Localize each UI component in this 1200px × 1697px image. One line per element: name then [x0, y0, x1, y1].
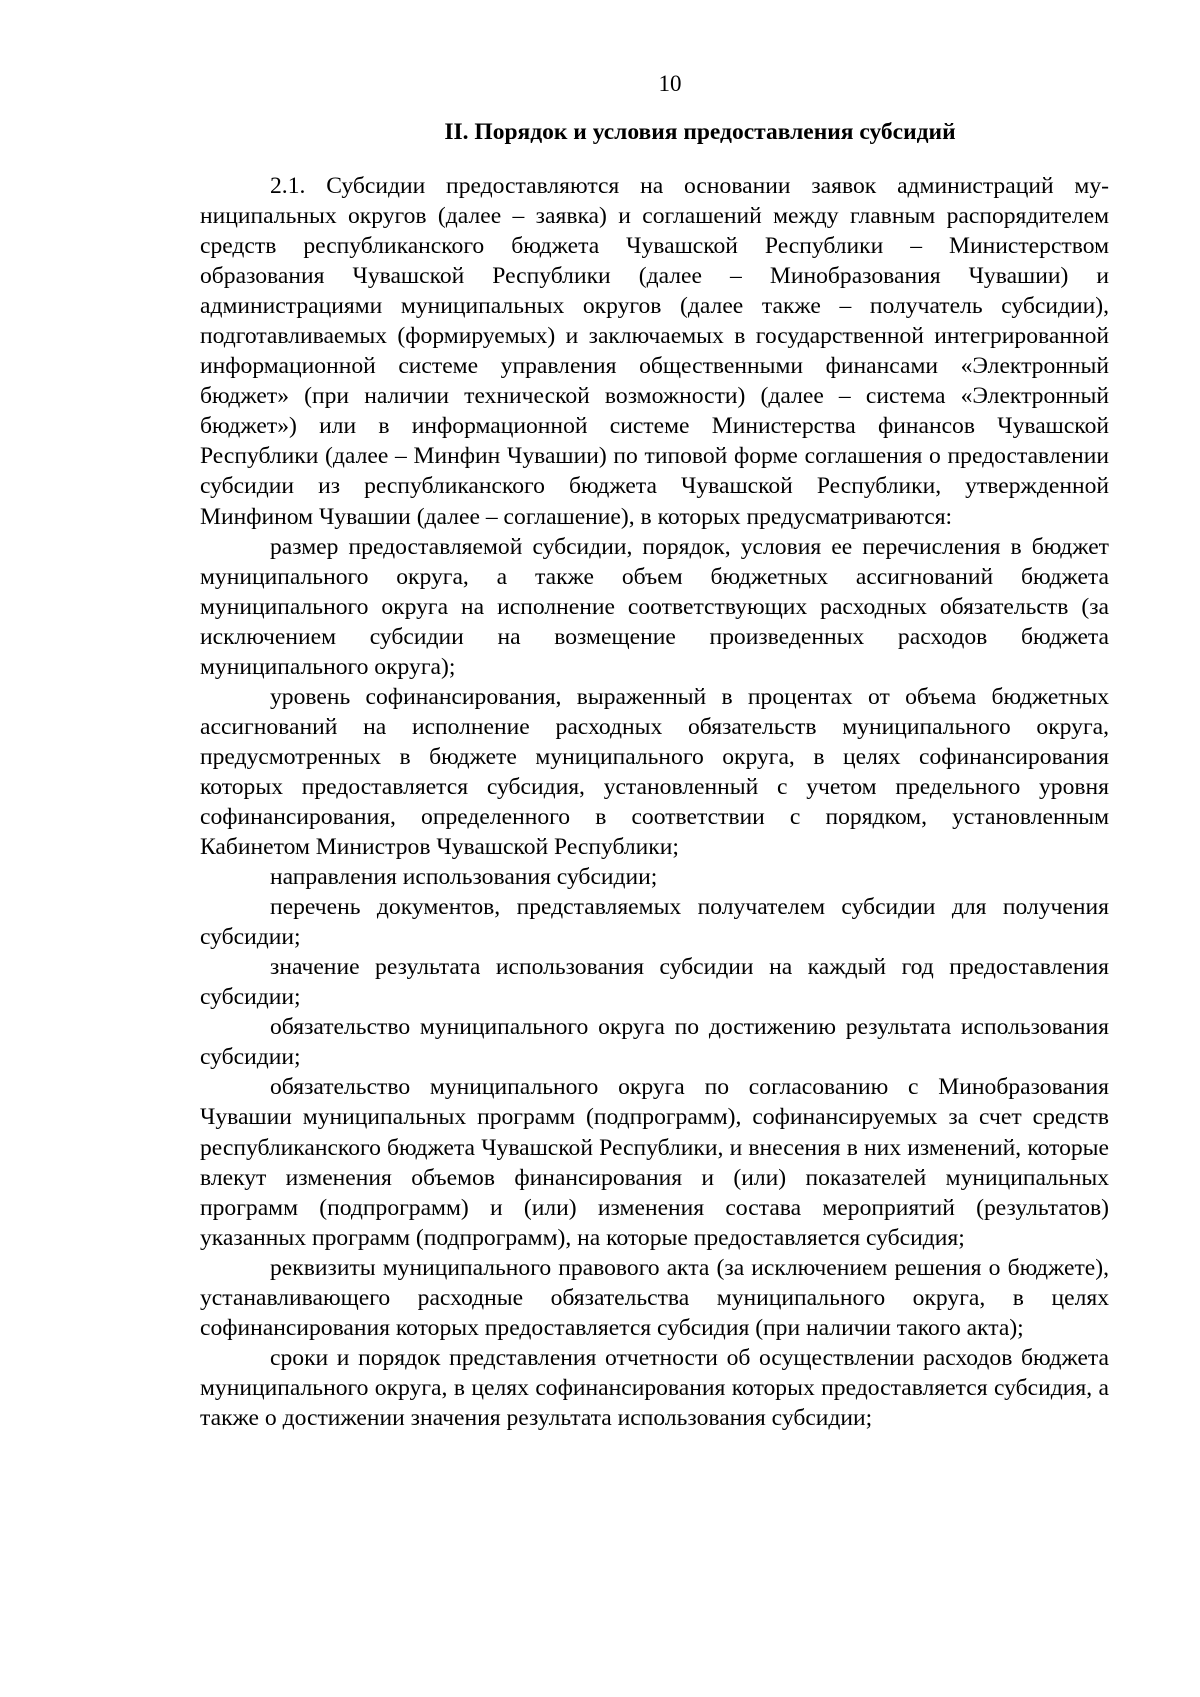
- paragraph-subsidy-basis: 2.1. Субсидии предоставляются на основании заявок администраций муниципальных округов (далее – заявка) и соглашений между главным распорядителем средств республиканского бюджета Чувашской Республики – Министерством образования Чувашской Республики (далее – Минобразования Чувашии) и администрациями муниципальных округов (далее также – получатель субсидии), подготавливаемых (формируемых) и заключаемых в государственной интегрированной информационной системе управления общественными финансами «Электронный бюджет» (при наличии технической возможности) (далее – система «Электронный бюджет») или в информационной системе Министерства финансов Чувашской Республики (далее – Минфин Чувашии) по типовой форме соглашения о предоставлении субсидии из республиканского бюджета Чувашской Республики, утвержденной Минфином Чувашии (далее – соглашение), в которых предусматриваются:: [200, 173, 1109, 530]
- paragraph-subsidy-amount: размер предоставляемой субсидии, порядок, условия ее перечисления в бюджет муниципального округа, а также объем бюджетных ассигнований бюджета муниципального округа на исполнение соответствующих расходных обязательств (за исключением субсидии на возмещение произведенных расходов бюджета муниципального округа);: [200, 533, 1109, 680]
- paragraph-reporting-terms: сроки и порядок представления отчетности об осуществлении расходов бюджета муниципального округа, в целях софинансирования которых предоставляется субсидия, а также о достижении значения результата использования субсидии;: [200, 1344, 1109, 1431]
- paragraph-legal-act-details: реквизиты муниципального правового акта (за исключением решения о бюджете), устанавливающего расходные обязательства муниципального округа, в целях софинансирования которых предоставляется субсидия (при наличии такого акта);: [200, 1254, 1109, 1341]
- paragraph-usage-directions: направления использования субсидии;: [270, 864, 658, 891]
- page-number: 10: [658, 71, 682, 96]
- paragraph-program-approval: обязательство муниципального округа по согласованию с Минобразования Чувашии муниципальных программ (подпрограмм), софинансируемых за счет средств республиканского бюджета Чувашской Республики, и внесения в них изменений, которые влекут изменения объемов финансирования и (или) показателей муниципальных программ (подпрограмм) и (или) изменения состава мероприятий (результатов) указанных программ (подпрограмм), на которые предоставляется субсидия;: [200, 1074, 1109, 1251]
- paragraph-result-value: значение результата использования субсидии на каждый год предоставления субсидии;: [200, 954, 1109, 1011]
- paragraph-cofinancing-level: уровень софинансирования, выраженный в процентах от объема бюджетных ассигнований на исполнение расходных обязательств муниципального округа, предусмотренных в бюджете муниципального округа, в целях софинансирования которых предоставляется субсидия, установленный с учетом предельного уровня софинансирования, определенного в соответствии с порядком, установленным Кабинетом Министров Чувашской Республики;: [200, 683, 1109, 861]
- section-heading: II. Порядок и условия предоставления субсидий: [444, 119, 956, 145]
- paragraph-result-obligation: обязательство муниципального округа по достижению результата использования субсидии;: [200, 1014, 1109, 1071]
- paragraph-documents-list: перечень документов, представляемых получателем субсидии для получения субсидии;: [200, 894, 1109, 951]
- document-body: [200, 171, 1109, 1433]
